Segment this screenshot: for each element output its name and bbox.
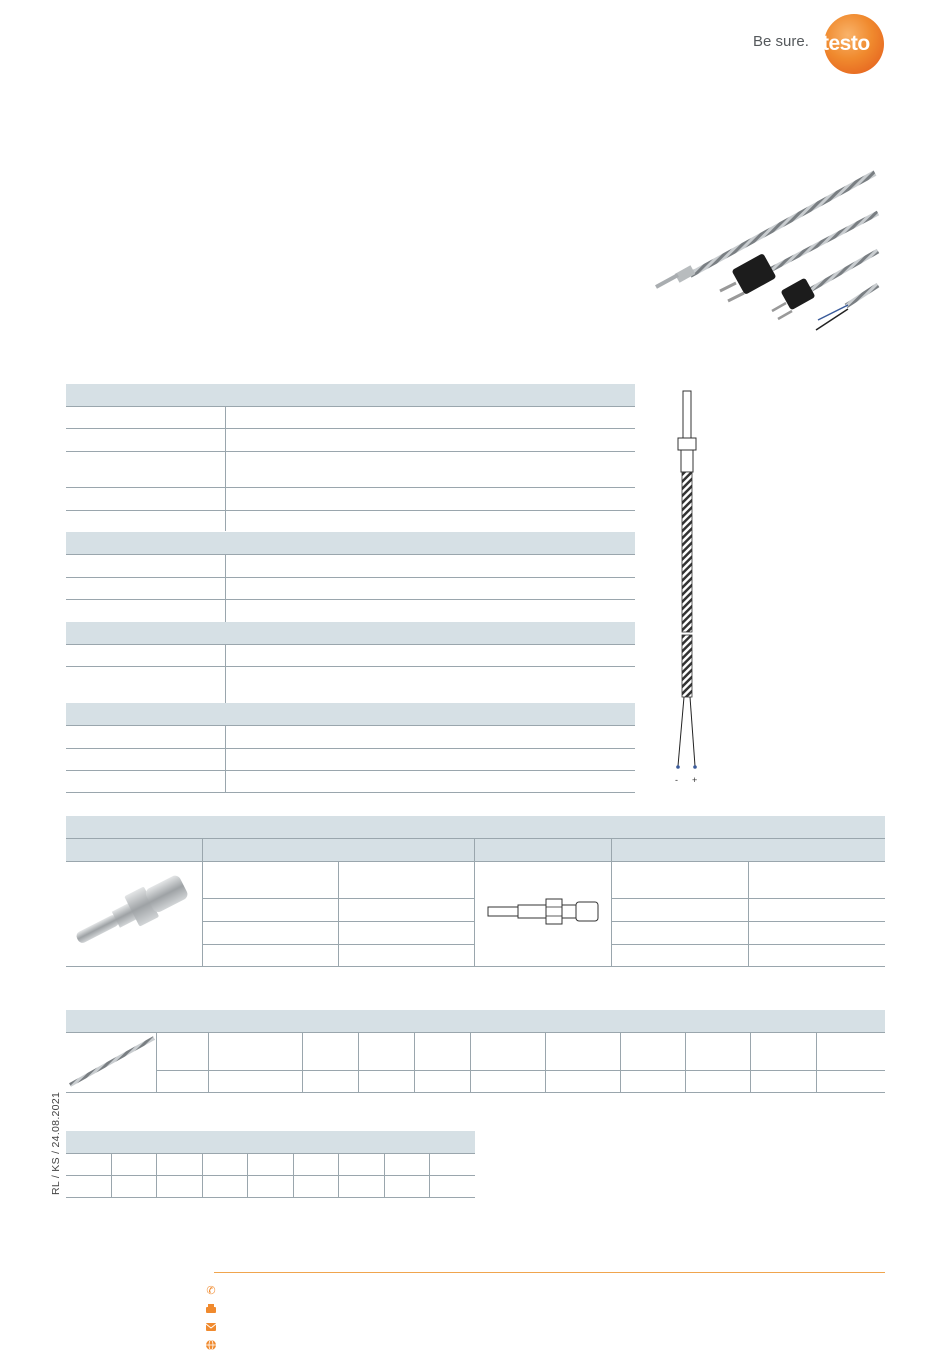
table-section-header xyxy=(66,816,885,839)
mail-icon xyxy=(205,1321,217,1333)
table-section-header xyxy=(66,532,635,555)
table-section-header xyxy=(66,622,635,645)
svg-text:+: + xyxy=(692,775,698,785)
svg-text:-: - xyxy=(675,775,678,785)
fax-icon xyxy=(205,1303,217,1315)
table-section-header xyxy=(66,384,635,407)
document-date-label: RL / KS / 24.08.2021 xyxy=(50,1091,62,1195)
logo-word: testo xyxy=(822,32,870,55)
globe-icon xyxy=(205,1339,217,1351)
product-photo xyxy=(650,165,885,340)
cable-thumbnail xyxy=(66,1035,156,1090)
table-column-header xyxy=(66,839,885,862)
table-section-header xyxy=(66,1010,885,1033)
thread-fitting-photo xyxy=(66,870,196,955)
table-section-header xyxy=(66,1131,475,1154)
testo-logo xyxy=(750,12,890,74)
thread-fitting-drawing xyxy=(486,895,604,929)
logo-tagline: Be sure. xyxy=(753,33,809,50)
probe-drawing xyxy=(668,388,708,788)
phone-icon: ✆ xyxy=(206,1285,216,1297)
footer-rule xyxy=(214,1272,885,1273)
table-section-header xyxy=(66,703,635,726)
probe-cable-4 xyxy=(816,285,878,330)
